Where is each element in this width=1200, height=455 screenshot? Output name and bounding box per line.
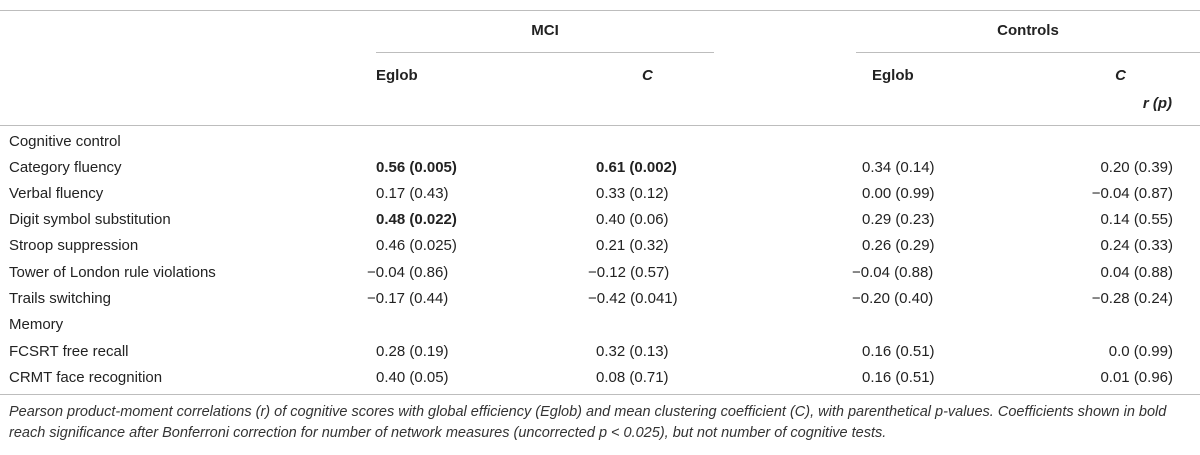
cell-mci-eglob: 0.46 (0.025) bbox=[376, 237, 457, 254]
col-header-controls-c: C bbox=[1115, 67, 1126, 84]
cell-controls-c: −0.28 (0.24) bbox=[1091, 290, 1173, 307]
cell-mci-eglob: 0.17 (0.43) bbox=[376, 185, 449, 202]
cell-mci-c: 0.21 (0.32) bbox=[596, 237, 669, 254]
cell-mci-c: 0.33 (0.12) bbox=[596, 185, 669, 202]
col-header-mci-c: C bbox=[642, 67, 653, 84]
table-bottom-rule bbox=[0, 394, 1200, 395]
cell-mci-eglob: 0.28 (0.19) bbox=[376, 343, 449, 360]
cell-mci-eglob: 0.48 (0.022) bbox=[376, 211, 457, 228]
row-label: Verbal fluency bbox=[9, 185, 104, 202]
cell-controls-eglob: 0.29 (0.23) bbox=[862, 211, 935, 228]
cell-controls-eglob: 0.26 (0.29) bbox=[862, 237, 935, 254]
row-label: Digit symbol substitution bbox=[9, 211, 171, 228]
cell-controls-c: 0.01 (0.96) bbox=[1100, 369, 1173, 386]
cell-mci-c: 0.61 (0.002) bbox=[596, 159, 677, 176]
row-label: Trails switching bbox=[9, 290, 111, 307]
cell-controls-eglob: −0.20 (0.40) bbox=[852, 290, 934, 307]
cell-mci-c: 0.32 (0.13) bbox=[596, 343, 669, 360]
cell-controls-eglob: 0.00 (0.99) bbox=[862, 185, 935, 202]
group-header-controls: Controls bbox=[997, 22, 1059, 39]
cell-mci-c: −0.42 (0.041) bbox=[588, 290, 678, 307]
cell-mci-c: 0.08 (0.71) bbox=[596, 369, 669, 386]
cell-mci-c: −0.12 (0.57) bbox=[588, 264, 670, 281]
col-header-mci-eglob: Eglob bbox=[376, 67, 418, 84]
cell-mci-c: 0.40 (0.06) bbox=[596, 211, 669, 228]
section-label-cognitive-control: Cognitive control bbox=[9, 133, 121, 150]
table-top-rule bbox=[0, 10, 1200, 11]
cell-mci-eglob: −0.04 (0.86) bbox=[367, 264, 449, 281]
cell-controls-eglob: −0.04 (0.88) bbox=[852, 264, 934, 281]
col-header-controls-eglob: Eglob bbox=[872, 67, 914, 84]
cell-controls-c: 0.14 (0.55) bbox=[1100, 211, 1173, 228]
group-header-mci: MCI bbox=[531, 22, 559, 39]
cell-controls-eglob: 0.16 (0.51) bbox=[862, 369, 935, 386]
cell-controls-c: 0.20 (0.39) bbox=[1100, 159, 1173, 176]
cell-controls-c: −0.04 (0.87) bbox=[1091, 185, 1173, 202]
controls-group-rule bbox=[856, 52, 1200, 53]
cell-controls-c: 0.0 (0.99) bbox=[1108, 343, 1173, 360]
row-label: Stroop suppression bbox=[9, 237, 139, 254]
row-label: CRMT face recognition bbox=[9, 369, 163, 386]
stat-label: r (p) bbox=[1142, 95, 1172, 112]
row-label: Category fluency bbox=[9, 159, 122, 176]
row-label: FCSRT free recall bbox=[9, 343, 129, 360]
cell-mci-eglob: −0.17 (0.44) bbox=[367, 290, 449, 307]
cell-controls-eglob: 0.34 (0.14) bbox=[862, 159, 935, 176]
cell-controls-eglob: 0.16 (0.51) bbox=[862, 343, 935, 360]
table-footnote: Pearson product-moment correlations (r) of cognitive scores with global efficiency (Eglob) and mean clustering coefficient (C), with parenthetical p-values. Coefficients shown in bold reach significance after Bonferroni correction for number of network measures (uncorrected p < 0.025), but not number of cognitive tests. bbox=[9, 404, 1167, 441]
cell-controls-c: 0.04 (0.88) bbox=[1100, 264, 1173, 281]
header-bottom-rule bbox=[0, 125, 1200, 126]
mci-group-rule bbox=[376, 52, 714, 53]
row-label: Tower of London rule violations bbox=[9, 264, 216, 281]
cell-mci-eglob: 0.40 (0.05) bbox=[376, 369, 449, 386]
cell-mci-eglob: 0.56 (0.005) bbox=[376, 159, 457, 176]
section-label-memory: Memory bbox=[9, 316, 64, 333]
cell-controls-c: 0.24 (0.33) bbox=[1100, 237, 1173, 254]
